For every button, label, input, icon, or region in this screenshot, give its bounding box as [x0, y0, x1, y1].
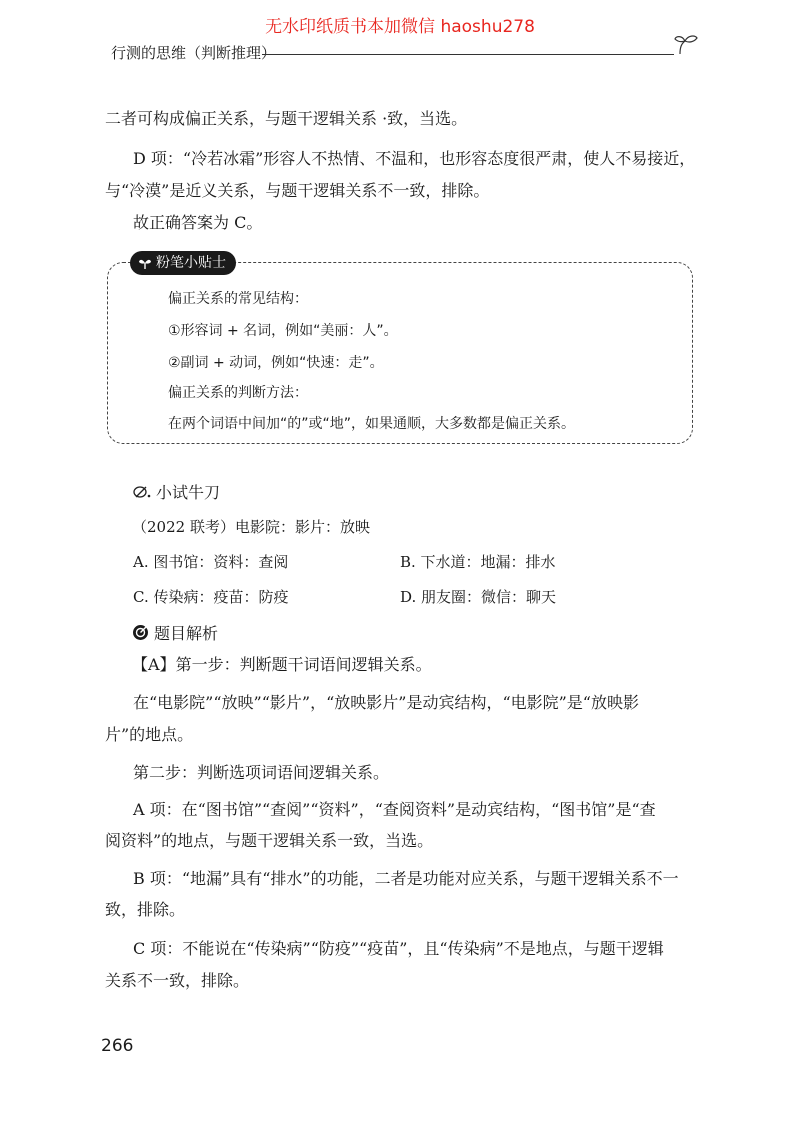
sprout-icon	[672, 32, 700, 56]
tip-line: ①形容词 + 名词，例如“美丽：人”。	[168, 323, 398, 339]
tip-line: ②副词 + 动词，例如“快速：走”。	[168, 355, 384, 371]
analysis-heading	[132, 621, 218, 644]
option-d-explanation-cont: 与“冷漠”是近义关系，与题干逻辑关系不一致，排除。	[105, 181, 490, 200]
tip-line: 偏正关系的常见结构：	[168, 291, 308, 307]
question-stem: （2022 联考）电影院：影片：放映	[132, 518, 370, 536]
tip-line: 在两个词语中间加“的”或“地”，如果通顺，大多数都是偏正关系。	[168, 416, 576, 432]
stem-analysis: 在“电影院”“放映”“影片”，“放映影片”是动宾结构，“电影院”是“放映影	[133, 693, 639, 712]
option-b: B. 下水道：地漏：排水	[400, 553, 556, 571]
option-c: C. 传染病：疫苗：防疫	[133, 588, 289, 606]
answer-tag: 【A】	[132, 655, 176, 674]
option-b-analysis: B 项：“地漏”具有“排水”的功能，二者是功能对应关系，与题干逻辑关系不一	[133, 869, 679, 888]
answer-line: 故正确答案为 C。	[133, 213, 263, 232]
option-b-analysis-cont: 致，排除。	[105, 900, 186, 919]
step2-line: 第二步：判断选项词语间逻辑关系。	[133, 763, 390, 782]
practice-heading	[132, 480, 220, 503]
header-rule	[262, 54, 674, 55]
option-d: D. 朋友圈：微信：聊天	[400, 588, 557, 606]
watermark: 无水印纸质书本加微信 haoshu278	[265, 17, 535, 37]
option-a-analysis: A 项：在“图书馆”“查阅”“资料”，“查阅资料”是动宾结构，“图书馆”是“查	[133, 800, 656, 819]
running-header: 行测的思维（判断推理）	[111, 44, 277, 62]
option-c-analysis: C 项：不能说在“传染病”“防疫”“疫苗”，且“传染病”不是地点，与题干逻辑	[133, 939, 664, 958]
pen-icon	[132, 484, 152, 500]
step1-line	[132, 654, 432, 676]
tip-line: 偏正关系的判断方法：	[168, 385, 308, 401]
step1-text: 第一步：判断题干词语间逻辑关系。	[175, 655, 432, 674]
stem-analysis-cont: 片”的地点。	[105, 725, 194, 744]
target-icon	[132, 624, 149, 641]
analysis-title: 题目解析	[154, 624, 219, 643]
tips-label-text: 粉笔小贴士	[156, 255, 226, 271]
option-a: A. 图书馆：资料：查阅	[133, 553, 289, 571]
option-c-analysis-cont: 关系不一致，排除。	[105, 971, 250, 990]
option-a-analysis-cont: 阅资料”的地点，与题干逻辑关系一致，当选。	[105, 831, 434, 850]
sprout-icon	[138, 256, 152, 270]
option-d-explanation: D 项：“冷若冰霜”形容人不热情、不温和，也形容态度很严肃，使人不易接近，	[133, 149, 696, 168]
tips-label	[130, 251, 236, 275]
intro-line: 二者可构成偏正关系，与题干逻辑关系 ·致，当选。	[105, 109, 468, 128]
practice-title: 小试牛刀	[156, 483, 221, 502]
page-number: 266	[101, 1036, 134, 1056]
